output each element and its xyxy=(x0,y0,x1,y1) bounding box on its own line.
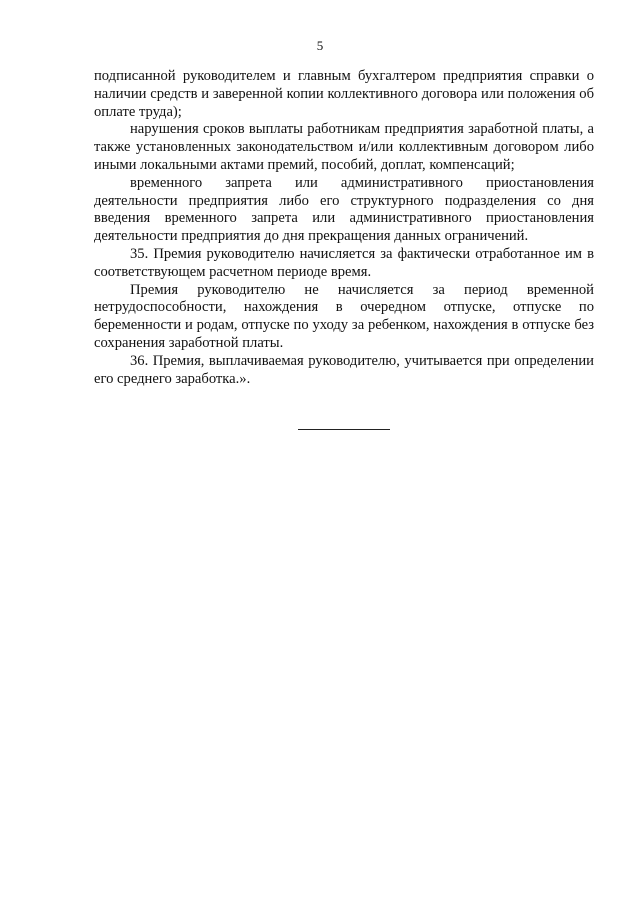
document-body xyxy=(94,68,594,388)
paragraph-temporary-ban: временного запрета или административного приостановления деятельности предприятия либо его структурного подразделения со дня введения временного запрета или административного приостановления деятельности предприятия до дня прекращения данных ограничений. xyxy=(94,174,594,245)
page-number: 5 xyxy=(316,38,324,53)
paragraph-bonus-exclusions: Премия руководителю не начисляется за период временной нетрудоспособности, нахождения в очередном отпуске, отпуске по беременности и родам, отпуске по уходу за ребенком, нахождения в отпуске без сохранения заработной платы. xyxy=(94,281,594,351)
paragraph-continuation: подписанной руководителем и главным бухгалтером предприятия справки о наличии средств и заверенной копии коллективного договора или положения об оплате труда); xyxy=(94,68,594,120)
paragraph-clause-35: 35. Премия руководителю начисляется за фактически отработанное им в соответствующем расчетном периоде время. xyxy=(94,245,594,280)
paragraph-wage-delay: нарушения сроков выплаты работникам предприятия заработной платы, а также установленных законодательством и/или коллективным договором либо иными локальными актами премий, пособий, доплат, компенсаций; xyxy=(94,121,594,173)
paragraph-clause-36: 36. Премия, выплачиваемая руководителю, учитывается при определении его среднего заработка.». xyxy=(94,352,594,387)
end-of-text-rule xyxy=(298,429,390,430)
